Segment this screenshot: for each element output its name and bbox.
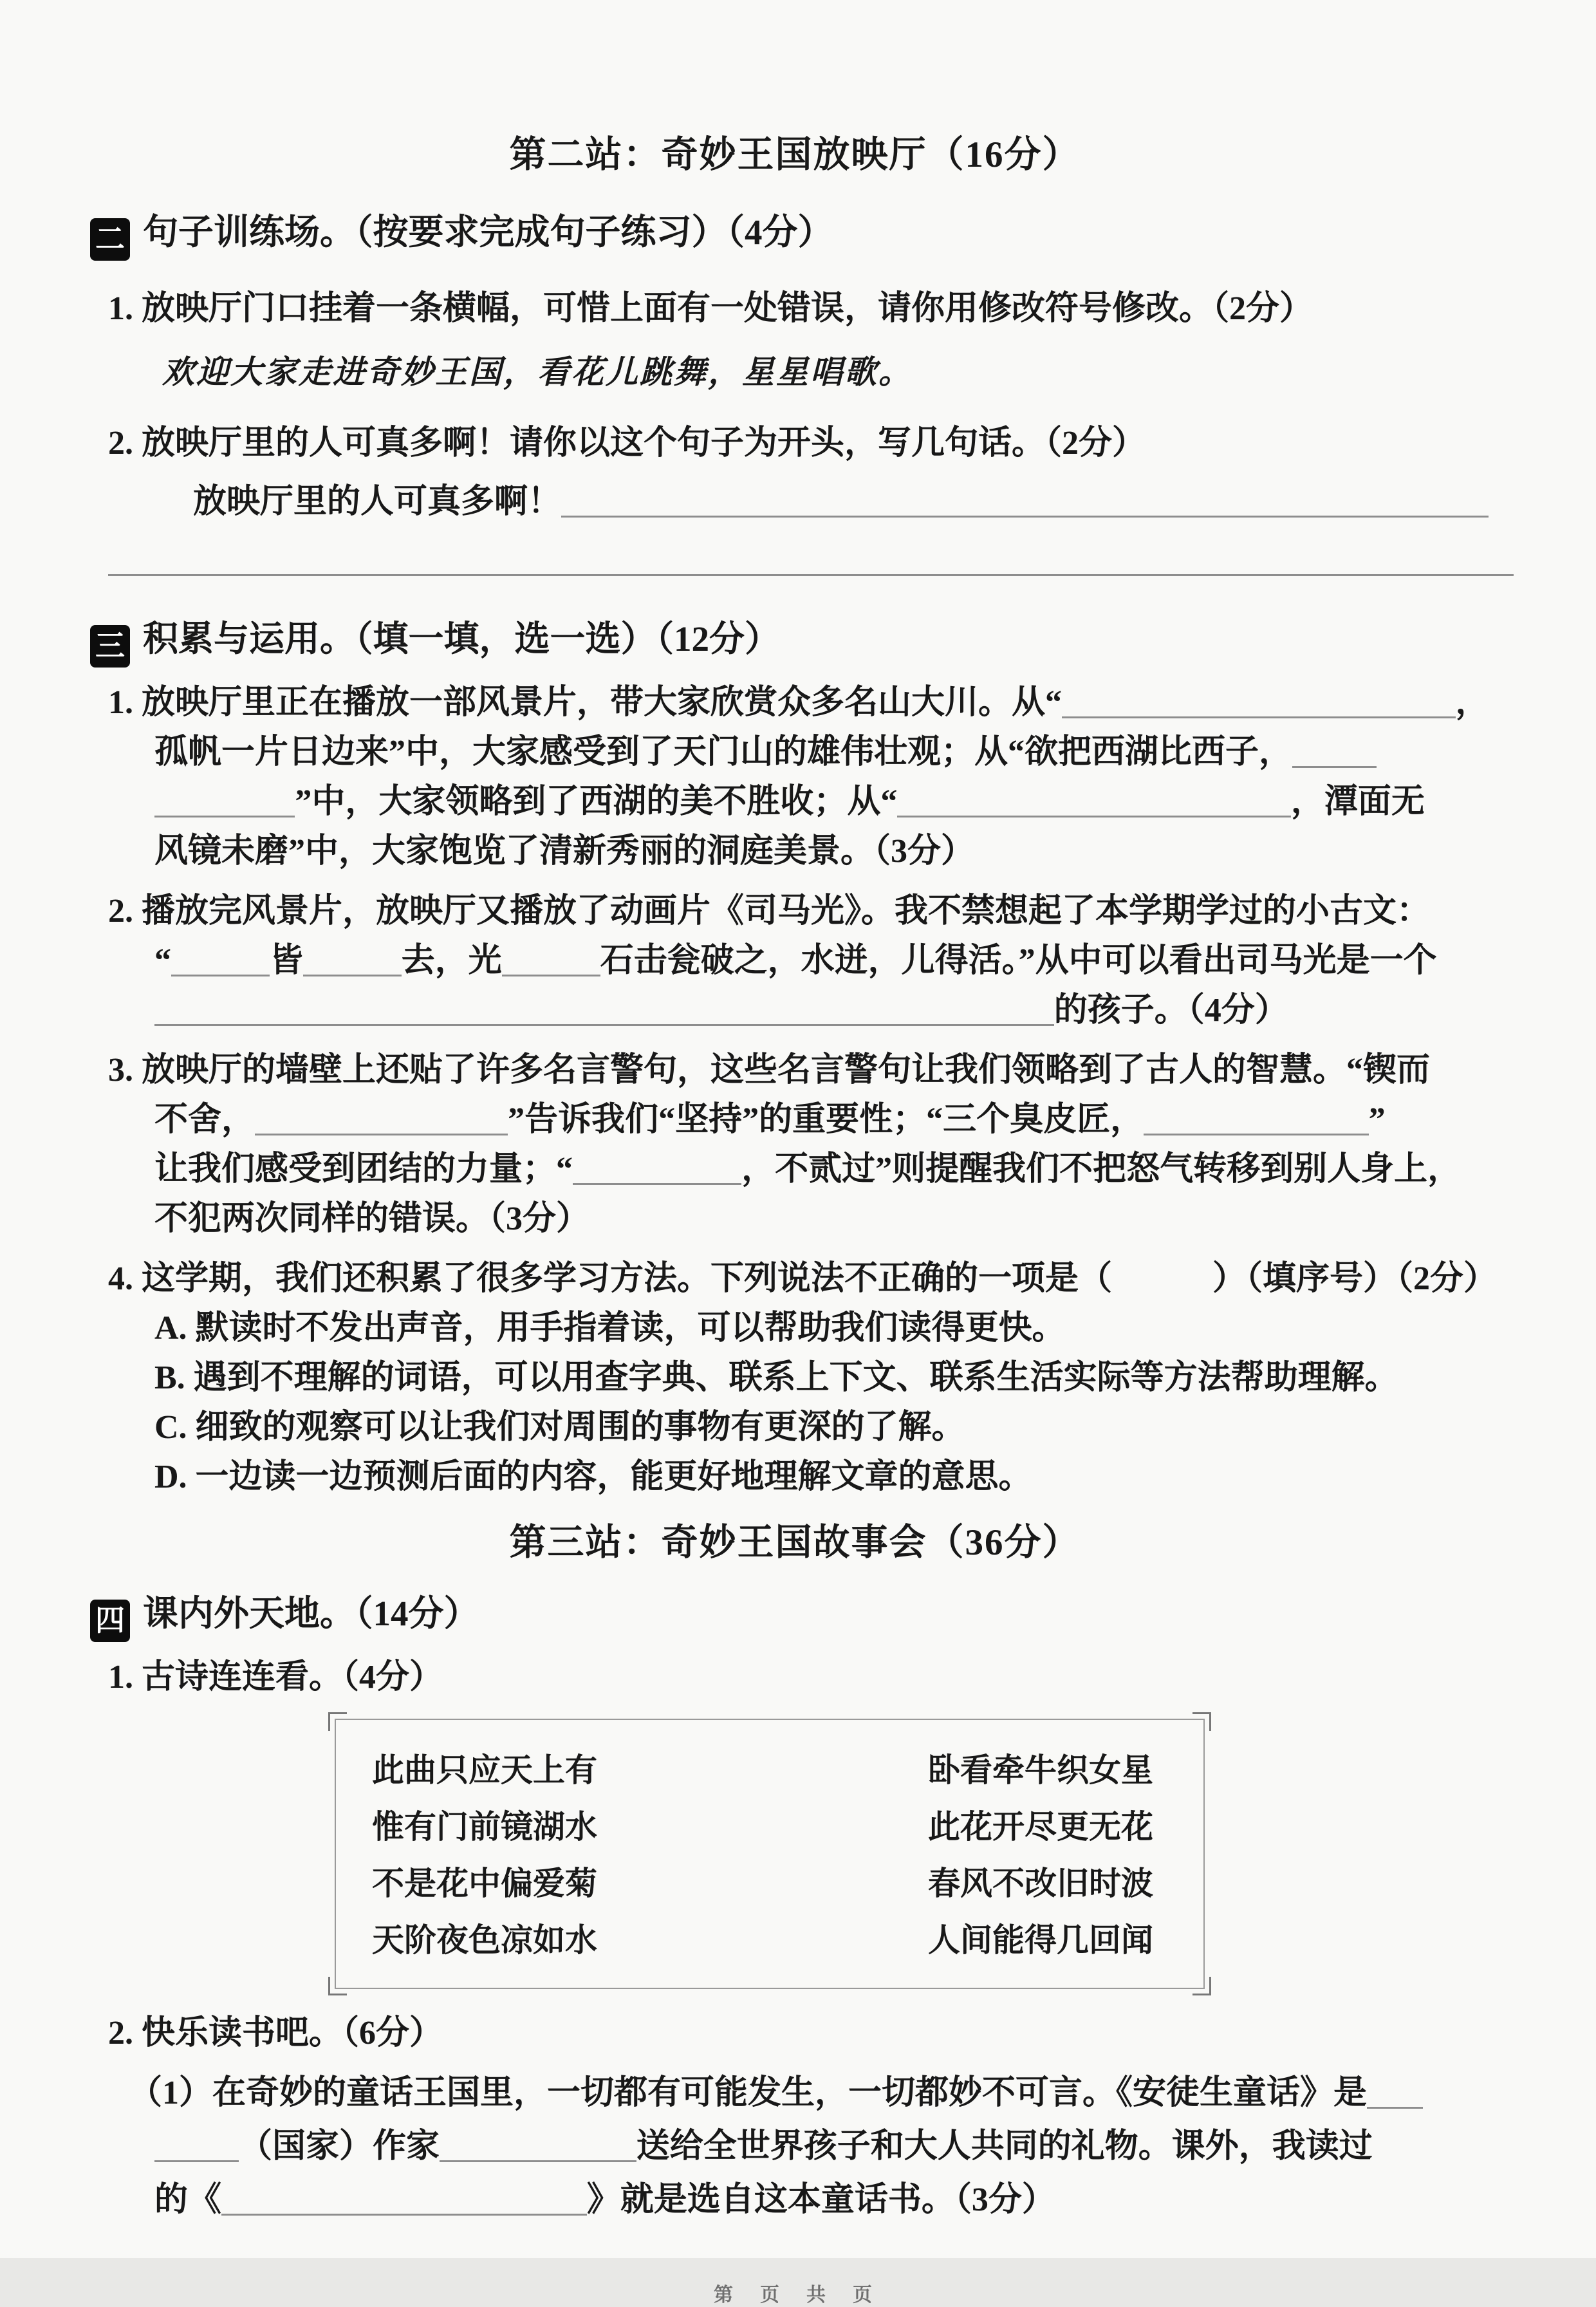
s3-question-1 [90, 678, 1499, 876]
poem-left-line: 天阶夜色凉如水 [372, 1922, 597, 1958]
s3-q2-line: 2. 播放完风景片，放映厅又播放了动画片《司马光》。我不禁想起了本学期学过的小古文： [108, 893, 1431, 929]
s4-q2-line: 的《 》就是选自这本童话书。（3分） [154, 2181, 1055, 2218]
section4-number-badge: 四 [90, 1600, 130, 1642]
s3-q4-option-d: D. 一边读一边预测后面的内容，能更好地理解文章的意思。 [154, 1459, 1032, 1495]
s2-q1-banner-sentence: 欢迎大家走进奇妙王国，看花儿跳舞，星星唱歌。 [162, 354, 913, 390]
fill-in-blank [154, 2131, 239, 2162]
s4-q1-text: 1. 古诗连连看。（4分） [108, 1659, 443, 1695]
s2-q2-text: 2. 放映厅里的人可真多啊！请你以这个句子为开头，写几句话。（2分） [108, 425, 1146, 462]
s3-q4-option-b: B. 遇到不理解的词语，可以用查字典、联系上下文、联系生活实际等方法帮助理解。 [154, 1359, 1398, 1396]
poem-match-row [372, 1855, 1203, 1912]
fill-in-blank [303, 945, 402, 976]
s3-q1-line: 1. 放映厅里正在播放一部风景片，带大家欣赏众多名山大川。从“ ， [108, 684, 1489, 721]
s2-q2-answer-line-2 [90, 536, 1499, 585]
s3-question-2 [90, 886, 1499, 1035]
corner-mark-icon [328, 1712, 347, 1731]
fill-in-blank [1292, 736, 1377, 768]
poem-right-line: 人间能得几回闻 [928, 1922, 1153, 1958]
section3-number-badge: 三 [90, 625, 130, 668]
fill-in-blank [561, 486, 1489, 518]
fill-in-blank [255, 1104, 508, 1135]
s2-q1-text: 1. 放映厅门口挂着一条横幅，可惜上面有一处错误，请你用修改符号修改。（2分） [108, 290, 1313, 327]
fill-in-blank [440, 2131, 636, 2162]
poem-left-line: 惟有门前镜湖水 [372, 1809, 597, 1845]
poem-right-line: 春风不改旧时波 [928, 1865, 1153, 1901]
poem-right-line: 此花开尽更无花 [928, 1809, 1153, 1845]
fill-in-blank [1144, 1104, 1368, 1135]
poem-left-line: 此曲只应天上有 [372, 1752, 597, 1788]
section3-header [90, 613, 1499, 668]
s3-q1-line: 风镜未磨”中，大家饱览了清新秀丽的洞庭美景。（3分） [154, 833, 975, 870]
fill-in-blank [108, 545, 1514, 576]
s3-question-4 [90, 1254, 1499, 1502]
section2-number-badge: 二 [90, 218, 130, 261]
s4-q2-line: （国家）作家 送给全世界孩子和大人共同的礼物。课外，我读过 [90, 2122, 1499, 2171]
fill-in-blank [1367, 2077, 1423, 2109]
page-footer: 第 页 共 页 [714, 2284, 876, 2306]
section4-header [90, 1588, 1499, 1642]
poem-match-row [372, 1798, 1203, 1855]
poem-left-line: 不是花中偏爱菊 [372, 1865, 597, 1901]
s4-q2-line: （1）在奇妙的童话王国里，一切都有可能发生，一切都妙不可言。《安徒生童话》是 [90, 2068, 1499, 2118]
fill-in-blank [897, 786, 1291, 817]
section2-header [90, 207, 1499, 261]
section4-title: 课内外天地。（14分） [143, 1594, 479, 1633]
section2-title: 句子训练场。（按要求完成句子练习）（4分） [143, 212, 833, 252]
s3-q1-line: ”中，大家领略到了西湖的美不胜收；从“ ，潭面无 [90, 777, 1499, 827]
poem-matching-box [335, 1719, 1205, 1989]
poem-right-line: 卧看牵牛织女星 [928, 1752, 1153, 1788]
corner-mark-icon [1192, 1977, 1211, 1995]
fill-in-blank [1062, 687, 1456, 718]
s4-question-2-body [90, 2068, 1499, 2225]
station2-title: 第二站：奇妙王国放映厅（16分） [509, 135, 1081, 175]
s3-question-3 [90, 1045, 1499, 1244]
station3-title: 第三站：奇妙王国故事会（36分） [509, 1522, 1081, 1563]
section3-title: 积累与运用。（填一填，选一选）（12分） [143, 619, 781, 658]
fill-in-blank [171, 945, 270, 976]
s3-q3-line: 不犯两次同样的错误。（3分） [154, 1200, 590, 1237]
corner-mark-icon [328, 1977, 347, 1995]
s3-q1-line: 孤帆一片日边来”中，大家感受到了天门山的雄伟壮观；从“欲把西湖比西子， [90, 727, 1499, 777]
s3-q3-line: 不舍， ”告诉我们“坚持”的重要性；“三个臭皮匠， ” [154, 1101, 1386, 1138]
corner-mark-icon [1192, 1712, 1211, 1731]
poem-match-row [372, 1742, 1203, 1798]
s3-q4-option-a: A. 默读时不发出声音，用手指着读，可以帮助我们读得更快。 [154, 1310, 1066, 1347]
s3-q4-stem: 4. 这学期，我们还积累了很多学习方法。下列说法不正确的一项是（ ）（填序号）（2分） [108, 1260, 1498, 1297]
s3-q4-option-c: C. 细致的观察可以让我们对周围的事物有更深的了解。 [154, 1409, 965, 1446]
s4-q2-text: 2. 快乐读书吧。（6分） [108, 2015, 443, 2051]
s3-q3-line: 3. 放映厅的墙壁上还贴了许多名言警句，这些名言警句让我们领略到了古人的智慧。“锲而 [108, 1052, 1431, 1088]
s3-q2-line: 的孩子。（4分） [90, 985, 1499, 1035]
fill-in-blank [221, 2184, 587, 2216]
fill-in-blank [154, 995, 1054, 1026]
s3-q2-line: “ 皆 去，光 石击瓮破之，水迸，儿得活。”从中可以看出司马光是一个 [154, 942, 1437, 979]
s2-q2-answer-line-1: 放映厅里的人可真多啊！ [90, 477, 1499, 527]
s3-q3-line: 让我们感受到团结的力量；“ ，不贰过”则提醒我们不把怒气转移到别人身上， [154, 1151, 1461, 1188]
fill-in-blank [573, 1154, 741, 1185]
fill-in-blank [502, 945, 600, 976]
poem-match-row [372, 1912, 1203, 1968]
fill-in-blank [154, 786, 295, 817]
